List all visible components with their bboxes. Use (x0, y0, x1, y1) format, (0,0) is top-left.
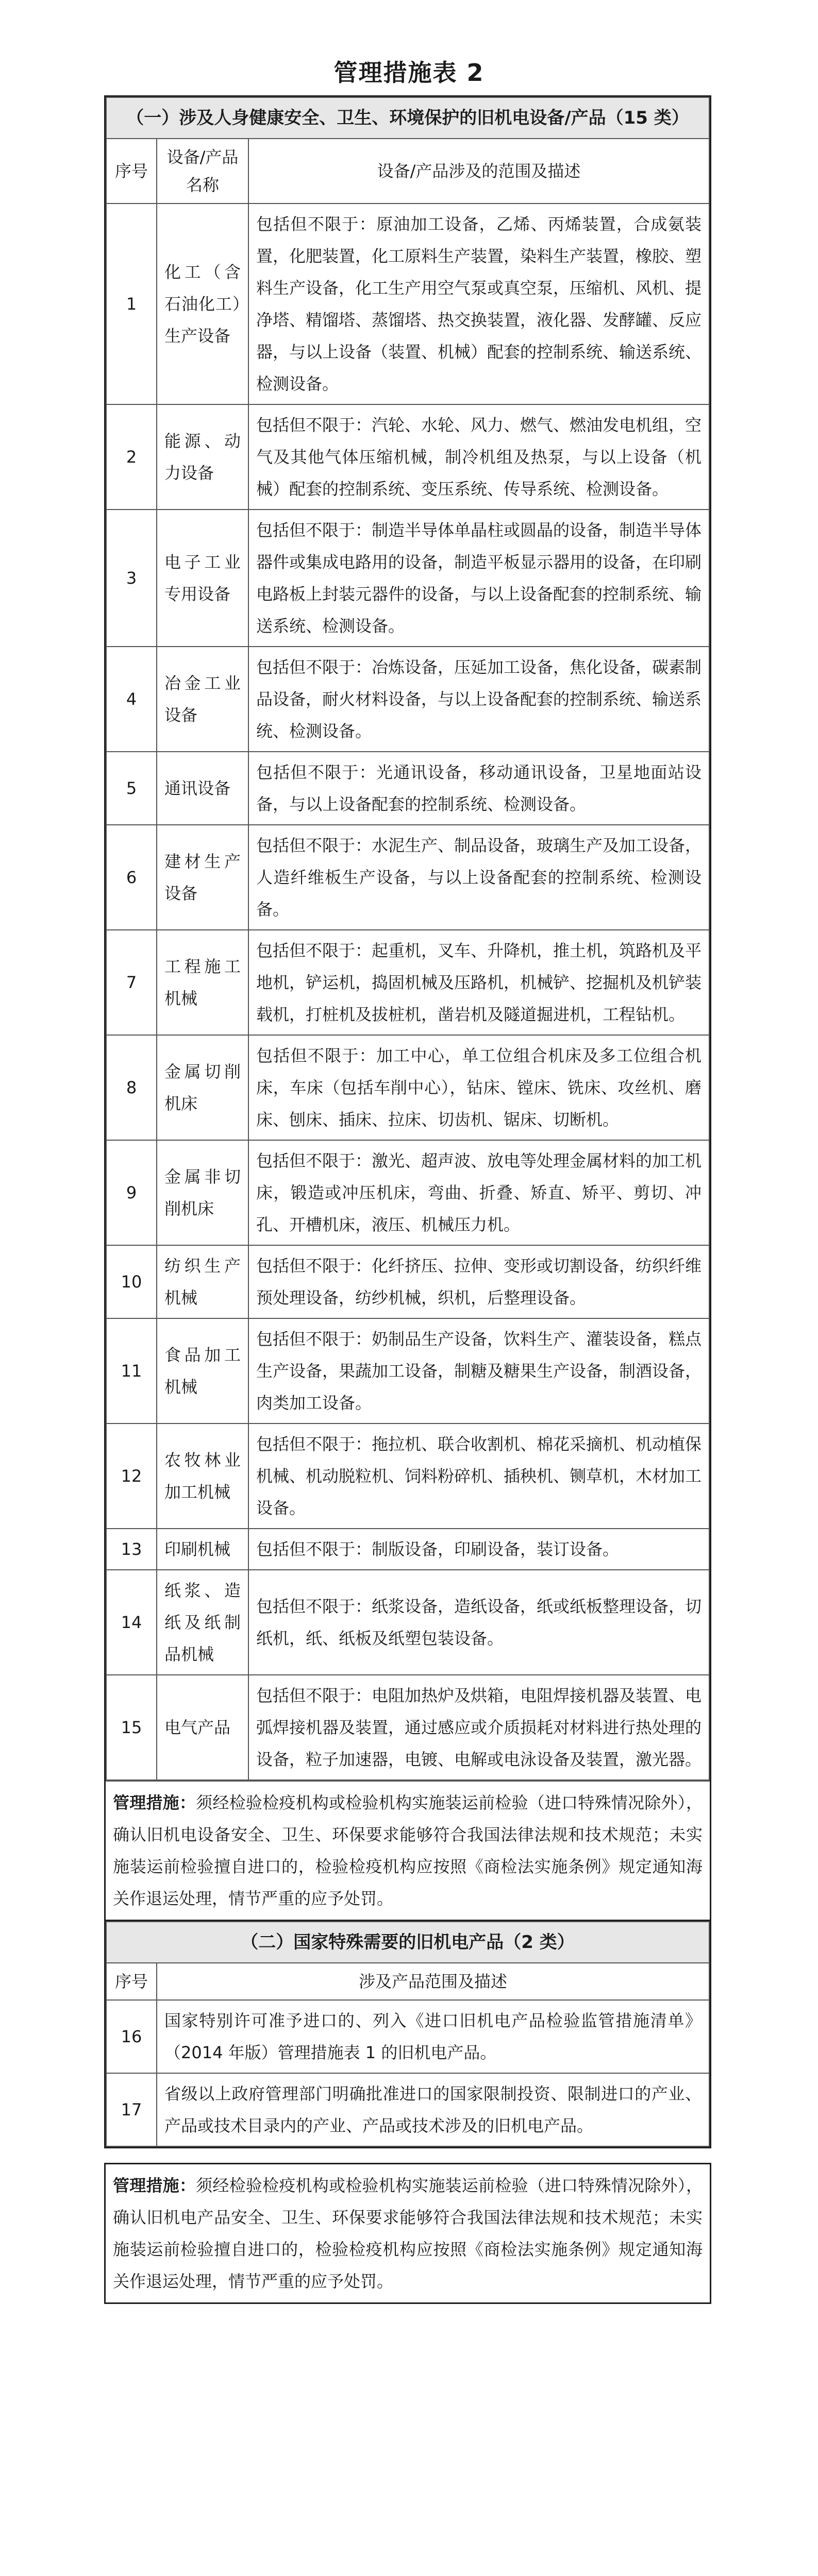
section-2-measure-text: 须经检验检疫机构或检验机构实施装运前检验（进口特殊情况除外），确认旧机电产品安全、卫生、环保要求能够符合我国法律法规和技术规范；未实施装运前检验擅自进口的，检验检疫机构应按照《商检法实施条例》规定通知海关作退运处理，情节严重的应予处罚。 (113, 2176, 703, 2291)
row-equipment-name: 建材生产设备 (157, 825, 248, 930)
table-row (106, 404, 709, 510)
row-number: 5 (106, 752, 157, 825)
row-description: 包括但不限于：原油加工设备，乙烯、丙烯装置，合成氨装置，化肥装置，化工原料生产装置，染料生产装置，橡胶、塑料生产设备，化工生产用空气泵或真空泵，压缩机、风机、提净塔、精馏塔、蒸馏塔、热交换装置，液化器、发酵罐、反应器，与以上设备（装置、机械）配套的控制系统、输送系统、检测设备。 (248, 204, 709, 404)
col-header-no: 序号 (106, 1963, 157, 2000)
row-equipment-name: 电气产品 (157, 1675, 248, 1780)
section-2-measure-label: 管理措施： (113, 2176, 196, 2195)
table-row (106, 1529, 709, 1570)
table-row (106, 752, 709, 825)
row-number: 9 (106, 1140, 157, 1245)
col-header-no: 序号 (106, 139, 157, 204)
row-equipment-name: 纸浆、造纸及纸制品机械 (157, 1570, 248, 1675)
section-1-measure (106, 1781, 710, 1920)
section-1-header-row (106, 139, 709, 204)
table-row (106, 1245, 709, 1318)
row-description: 包括但不限于：化纤挤压、拉伸、变形或切割设备，纺织纤维预处理设备，纺纱机械，织机，后整理设备。 (248, 1245, 709, 1318)
row-description: 包括但不限于：电阻加热炉及烘箱，电阻焊接机器及装置、电弧焊接机器及装置，通过感应或介质损耗对材料进行热处理的设备，粒子加速器，电镀、电解或电泳设备及装置，激光器。 (248, 1675, 709, 1780)
row-equipment-name: 通讯设备 (157, 752, 248, 825)
row-description: 包括但不限于：激光、超声波、放电等处理金属材料的加工机床，锻造或冲压机床，弯曲、折叠、矫直、矫平、剪切、冲孔、开槽机床，液压、机械压力机。 (248, 1140, 709, 1245)
row-number: 17 (106, 2073, 157, 2146)
table-row (106, 2000, 709, 2073)
section-1-heading-row (106, 97, 709, 139)
row-description: 包括但不限于：制版设备，印刷设备，装订设备。 (248, 1529, 709, 1570)
row-equipment-name: 农牧林业加工机械 (157, 1423, 248, 1529)
table-row (106, 1318, 709, 1423)
section-1-measure-text: 须经检验检疫机构或检验机构实施装运前检验（进口特殊情况除外），确认旧机电设备安全、卫生、环保要求能够符合我国法律法规和技术规范；未实施装运前检验擅自进口的，检验检疫机构应按照《商检法实施条例》规定通知海关作退运处理，情节严重的应予处罚。 (113, 1793, 703, 1908)
section-2-heading: （二）国家特殊需要的旧机电产品（2 类） (106, 1922, 709, 1963)
table-row (106, 1675, 709, 1780)
section-2-measure-box (104, 2163, 711, 2304)
row-number: 6 (106, 825, 157, 930)
table-row (106, 1140, 709, 1245)
section-2-heading-row (106, 1922, 709, 1963)
row-equipment-name: 能源、动力设备 (157, 404, 248, 510)
row-description: 省级以上政府管理部门明确批准进口的国家限制投资、限制进口的产业、产品或技术目录内的产业、产品或技术涉及的旧机电产品。 (157, 2073, 709, 2146)
row-equipment-name: 金属非切削机床 (157, 1140, 248, 1245)
table-row (106, 1423, 709, 1529)
row-number: 4 (106, 647, 157, 752)
row-equipment-name: 冶金工业设备 (157, 647, 248, 752)
table-row (106, 647, 709, 752)
row-number: 12 (106, 1423, 157, 1529)
page-title: 管理措施表 2 (333, 59, 485, 87)
col-header-desc: 设备/产品涉及的范围及描述 (248, 139, 709, 204)
row-description: 包括但不限于：拖拉机、联合收割机、棉花采摘机、机动植保机械、机动脱粒机、饲料粉碎机、插秧机、铡草机，木材加工设备。 (248, 1423, 709, 1529)
table-row (106, 1570, 709, 1675)
row-number: 14 (106, 1570, 157, 1675)
row-number: 10 (106, 1245, 157, 1318)
row-equipment-name: 化工（含石油化工）生产设备 (157, 204, 248, 404)
row-description: 包括但不限于：加工中心，单工位组合机床及多工位组合机床，车床（包括车削中心），钻床、镗床、铣床、攻丝机、磨床、刨床、插床、拉床、切齿机、锯床、切断机。 (248, 1035, 709, 1140)
table-row (106, 1035, 709, 1140)
row-description: 包括但不限于：制造半导体单晶柱或圆晶的设备，制造半导体器件或集成电路用的设备，制造平板显示器用的设备，在印刷电路板上封装元器件的设备，与以上设备配套的控制系统、输送系统、检测设备。 (248, 510, 709, 647)
section-2-header-row (106, 1963, 709, 2000)
row-description: 包括但不限于：水泥生产、制品设备，玻璃生产及加工设备，人造纤维板生产设备，与以上设备配套的控制系统、检测设备。 (248, 825, 709, 930)
row-equipment-name: 工程施工机械 (157, 930, 248, 1035)
row-description: 包括但不限于：纸浆设备，造纸设备，纸或纸板整理设备，切纸机，纸、纸板及纸塑包装设备。 (248, 1570, 709, 1675)
table-row (106, 510, 709, 647)
section-1-table (104, 95, 711, 1921)
table-row (106, 204, 709, 404)
row-equipment-name: 纺织生产机械 (157, 1245, 248, 1318)
row-description: 包括但不限于：奶制品生产设备，饮料生产、灌装设备，糕点生产设备，果蔬加工设备，制糖及糖果生产设备，制酒设备，肉类加工设备。 (248, 1318, 709, 1423)
row-equipment-name: 电子工业专用设备 (157, 510, 248, 647)
row-description: 包括但不限于：光通讯设备，移动通讯设备，卫星地面站设备，与以上设备配套的控制系统、检测设备。 (248, 752, 709, 825)
row-description: 包括但不限于：汽轮、水轮、风力、燃气、燃油发电机组，空气及其他气体压缩机械，制冷机组及热泵，与以上设备（机械）配套的控制系统、变压系统、传导系统、检测设备。 (248, 404, 709, 510)
row-number: 11 (106, 1318, 157, 1423)
row-equipment-name: 金属切削机床 (157, 1035, 248, 1140)
table-row (106, 930, 709, 1035)
section-2-measure (106, 2164, 710, 2302)
row-number: 13 (106, 1529, 157, 1570)
col-header-desc: 涉及产品范围及描述 (157, 1963, 709, 2000)
table-row (106, 825, 709, 930)
row-description: 包括但不限于：起重机，叉车、升降机，推土机，筑路机及平地机，铲运机，捣固机械及压路机，机械铲、挖掘机及机铲装载机，打桩机及拔桩机，凿岩机及隧道掘进机，工程钻机。 (248, 930, 709, 1035)
row-number: 2 (106, 404, 157, 510)
row-equipment-name: 印刷机械 (157, 1529, 248, 1570)
row-equipment-name: 食品加工机械 (157, 1318, 248, 1423)
section-1-heading: （一）涉及人身健康安全、卫生、环境保护的旧机电设备/产品（15 类） (106, 97, 709, 139)
row-number: 7 (106, 930, 157, 1035)
row-number: 15 (106, 1675, 157, 1780)
section-2-table (104, 1920, 711, 2148)
row-number: 3 (106, 510, 157, 647)
row-number: 8 (106, 1035, 157, 1140)
row-description: 国家特别许可准予进口的、列入《进口旧机电产品检验监管措施清单》（2014 年版）管理措施表 1 的旧机电产品。 (157, 2000, 709, 2073)
row-number: 16 (106, 2000, 157, 2073)
row-number: 1 (106, 204, 157, 404)
col-header-name: 设备/产品名称 (157, 139, 248, 204)
section-1-measure-label: 管理措施： (113, 1793, 196, 1812)
table-row (106, 2073, 709, 2146)
row-description: 包括但不限于：冶炼设备，压延加工设备，焦化设备，碳素制品设备，耐火材料设备，与以上设备配套的控制系统、输送系统、检测设备。 (248, 647, 709, 752)
